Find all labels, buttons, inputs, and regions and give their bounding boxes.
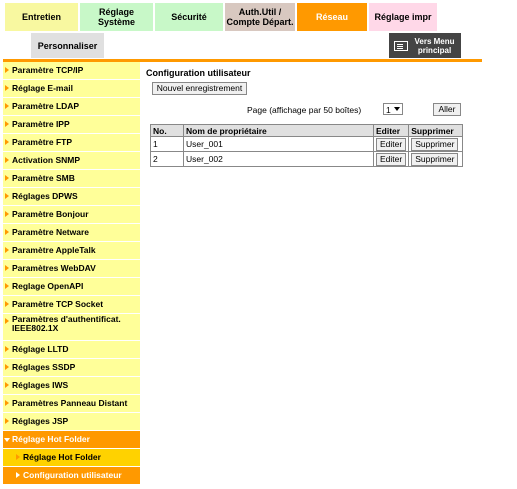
arrow-right-icon — [5, 67, 9, 73]
table-row — [151, 152, 463, 167]
page-select[interactable] — [383, 103, 403, 115]
sidebar-item-smb[interactable] — [3, 170, 140, 188]
cell-delete — [409, 137, 463, 152]
sidebar-item-label: Réglage LLTD — [12, 344, 69, 354]
sidebar-item-snmp[interactable] — [3, 152, 140, 170]
sidebar-item-ieee8021x[interactable] — [3, 314, 140, 341]
sidebar-item-label: Paramètres d'authentificat. IEEE802.1X — [12, 314, 121, 333]
sidebar-item-label: Réglage Hot Folder — [12, 434, 90, 444]
page-label: Page (affichage par 50 boîtes) — [247, 105, 362, 115]
sidebar-item-label: Paramètre TCP/IP — [12, 65, 84, 75]
arrow-right-icon — [5, 364, 9, 370]
sidebar-item-tcpip[interactable] — [3, 62, 140, 80]
sidebar-item-label: Paramètres Panneau Distant — [12, 398, 128, 408]
sidebar-item-tcp-socket[interactable] — [3, 296, 140, 314]
edit-button[interactable]: Editer — [376, 153, 406, 166]
tab-reglage-impr[interactable]: Réglage impr — [369, 3, 437, 31]
sidebar-item-label: Paramètre FTP — [12, 137, 72, 147]
table-header-row — [151, 125, 463, 137]
sidebar-item-label: Paramètre Bonjour — [12, 209, 89, 219]
arrow-right-icon — [16, 454, 20, 460]
sidebar-item-openapi[interactable] — [3, 278, 140, 296]
arrow-right-icon — [5, 247, 9, 253]
sidebar-item-label: Réglage E-mail — [12, 83, 73, 93]
cell-edit — [374, 152, 409, 167]
col-owner: Nom de propriétaire — [184, 125, 374, 137]
tab-securite[interactable]: Sécurité — [155, 3, 223, 31]
tab-auth-compte[interactable]: Auth.Util / Compte Départ. — [225, 3, 295, 31]
arrow-down-icon — [4, 438, 10, 442]
tab-reglage-systeme[interactable]: Réglage Système — [80, 3, 153, 31]
page-title: Configuration utilisateur — [146, 68, 251, 78]
sidebar-item-dpws[interactable] — [3, 188, 140, 206]
arrow-right-icon — [16, 472, 20, 478]
arrow-right-icon — [5, 382, 9, 388]
tab-entretien[interactable]: Entretien — [5, 3, 78, 31]
sidebar-item-label: Réglages SSDP — [12, 362, 76, 372]
edit-button[interactable]: Editer — [376, 138, 406, 151]
arrow-right-icon — [5, 283, 9, 289]
arrow-right-icon — [5, 229, 9, 235]
arrow-right-icon — [5, 318, 9, 324]
sidebar-item-bonjour[interactable] — [3, 206, 140, 224]
sidebar-item-ldap[interactable] — [3, 98, 140, 116]
arrow-right-icon — [5, 85, 9, 91]
menu-list-icon — [394, 41, 408, 51]
arrow-right-icon — [5, 265, 9, 271]
sidebar-item-label: Réglages IWS — [12, 380, 69, 390]
arrow-right-icon — [5, 139, 9, 145]
sidebar-item-ftp[interactable] — [3, 134, 140, 152]
sidebar-subitem-user-config[interactable] — [3, 467, 140, 485]
sidebar-item-lltd[interactable] — [3, 341, 140, 359]
sidebar-item-iws[interactable] — [3, 377, 140, 395]
delete-button[interactable]: Supprimer — [411, 138, 458, 151]
arrow-right-icon — [5, 211, 9, 217]
sidebar-item-hot-folder[interactable] — [3, 431, 140, 449]
cell-no: 2 — [151, 152, 184, 167]
sidebar-subitem-hot-folder[interactable] — [3, 449, 140, 467]
cell-owner: User_002 — [184, 152, 374, 167]
sidebar-item-label: Paramètre TCP Socket — [12, 299, 104, 309]
cell-delete — [409, 152, 463, 167]
sidebar-item-label: Paramètre Netware — [12, 227, 90, 237]
sidebar-item-netware[interactable] — [3, 224, 140, 242]
arrow-right-icon — [5, 400, 9, 406]
page-select-value: 1 — [386, 105, 391, 115]
cell-edit — [374, 137, 409, 152]
sidebar-item-jsp[interactable] — [3, 413, 140, 431]
sidebar-item-label: Paramètre SMB — [12, 173, 75, 183]
sidebar — [3, 62, 140, 485]
arrow-right-icon — [5, 193, 9, 199]
users-table — [150, 124, 463, 167]
sidebar-item-email[interactable] — [3, 80, 140, 98]
tab-personnaliser[interactable]: Personnaliser — [31, 33, 104, 58]
table-row — [151, 137, 463, 152]
arrow-right-icon — [5, 175, 9, 181]
arrow-right-icon — [5, 418, 9, 424]
sidebar-item-panneau-distant[interactable] — [3, 395, 140, 413]
sidebar-item-label: Activation SNMP — [12, 155, 81, 165]
sidebar-item-appletalk[interactable] — [3, 242, 140, 260]
main-menu-button[interactable] — [389, 33, 461, 58]
sidebar-item-label: Réglages JSP — [12, 416, 69, 426]
sidebar-item-label: Reglage OpenAPI — [12, 281, 84, 291]
sidebar-item-label: Paramètre IPP — [12, 119, 70, 129]
new-record-button[interactable]: Nouvel enregistrement — [152, 82, 247, 95]
arrow-right-icon — [5, 103, 9, 109]
delete-button[interactable]: Supprimer — [411, 153, 458, 166]
sidebar-item-label: Paramètre AppleTalk — [12, 245, 96, 255]
sidebar-item-label: Réglage Hot Folder — [23, 452, 101, 462]
sidebar-item-ssdp[interactable] — [3, 359, 140, 377]
arrow-right-icon — [5, 346, 9, 352]
sidebar-item-label: Paramètre LDAP — [12, 101, 80, 111]
sidebar-item-label: Réglages DPWS — [12, 191, 78, 201]
arrow-right-icon — [5, 157, 9, 163]
sidebar-item-webdav[interactable] — [3, 260, 140, 278]
col-edit: Editer — [374, 125, 409, 137]
sidebar-item-label: Configuration utilisateur — [23, 470, 122, 480]
main-menu-label: Vers Menu principal — [414, 36, 455, 55]
sidebar-item-ipp[interactable] — [3, 116, 140, 134]
go-button[interactable]: Aller — [433, 103, 461, 116]
sidebar-item-label: Paramètres WebDAV — [12, 263, 96, 273]
arrow-right-icon — [5, 121, 9, 127]
tab-reseau[interactable]: Réseau — [297, 3, 367, 31]
chevron-down-icon — [394, 107, 400, 111]
arrow-right-icon — [5, 301, 9, 307]
col-no: No. — [151, 125, 184, 137]
cell-no: 1 — [151, 137, 184, 152]
cell-owner: User_001 — [184, 137, 374, 152]
col-delete: Supprimer — [409, 125, 463, 137]
